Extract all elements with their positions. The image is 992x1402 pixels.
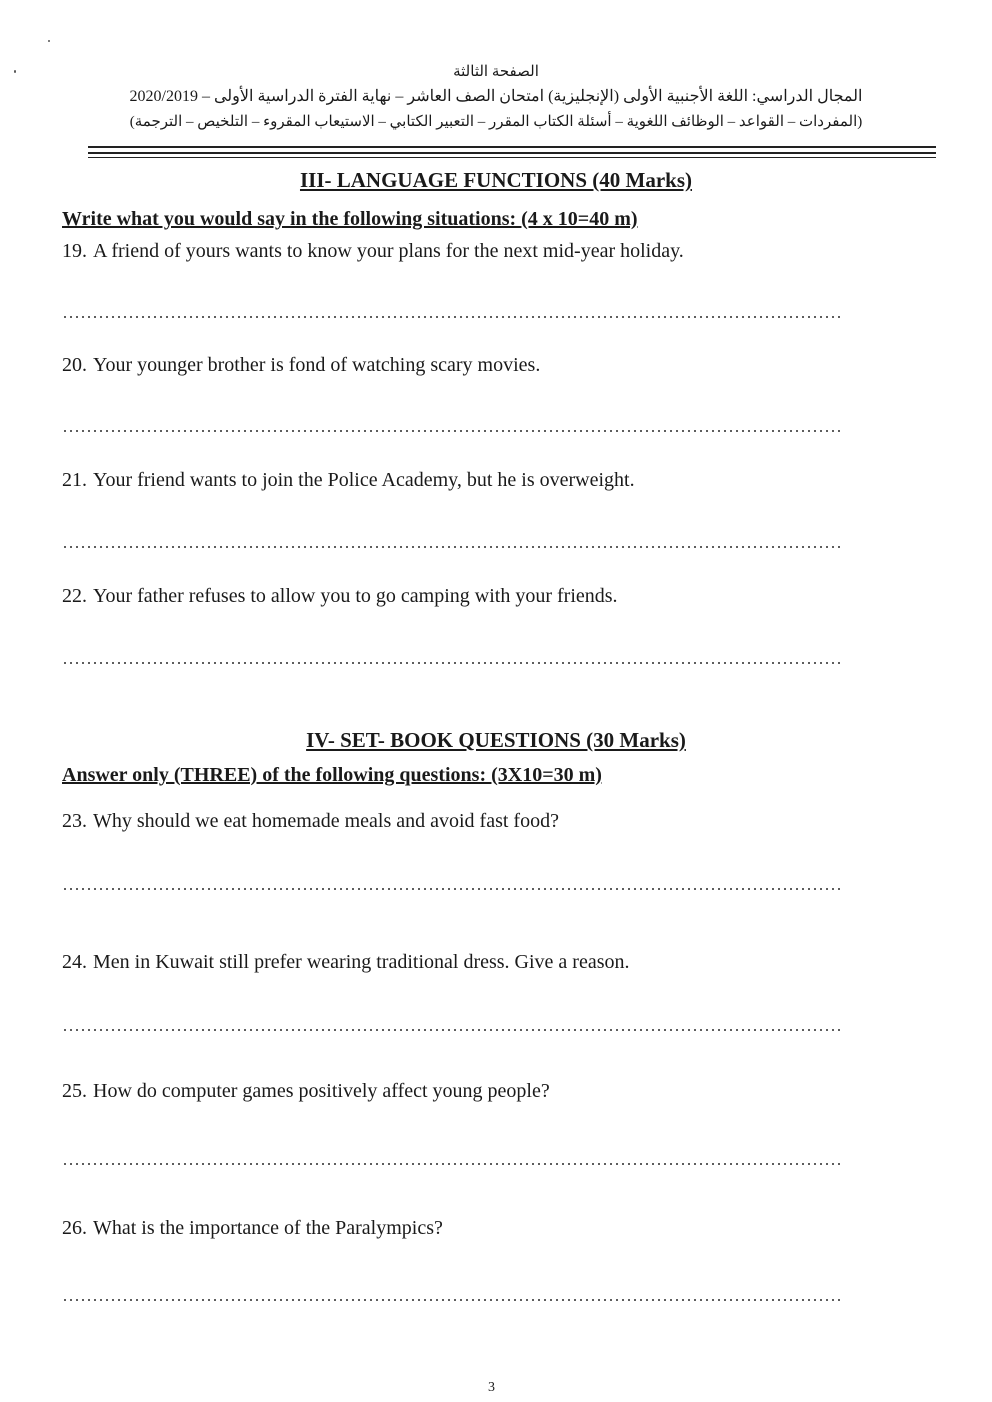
question-number: 21. bbox=[62, 469, 87, 491]
question-number: 19. bbox=[62, 240, 87, 262]
answer-line[interactable] bbox=[62, 1299, 842, 1301]
question-24 bbox=[62, 951, 630, 974]
question-text: A friend of yours wants to know your plans for the next mid-year holiday. bbox=[93, 240, 684, 262]
header-page-label: الصفحة الثالثة bbox=[453, 64, 539, 80]
answer-line[interactable] bbox=[62, 1163, 842, 1165]
question-26 bbox=[62, 1217, 443, 1240]
header-divider bbox=[88, 146, 936, 148]
answer-line[interactable] bbox=[62, 888, 842, 890]
question-number: 23. bbox=[62, 810, 87, 832]
question-text: Your friend wants to join the Police Academy, but he is overweight. bbox=[93, 469, 635, 491]
question-number: 26. bbox=[62, 1217, 87, 1239]
question-text: Your younger brother is fond of watching scary movies. bbox=[93, 354, 541, 376]
question-text: Why should we eat homemade meals and avoid fast food? bbox=[93, 810, 559, 832]
question-number: 24. bbox=[62, 951, 87, 973]
question-text: Your father refuses to allow you to go camping with your friends. bbox=[93, 585, 618, 607]
question-19 bbox=[62, 240, 684, 263]
header-subject-line: المجال الدراسي: اللغة الأجنبية الأولى (الإنجليزية) امتحان الصف العاشر – نهاية الفترة الدراسية الأولى – 2020/2019 bbox=[129, 88, 863, 105]
answer-line[interactable] bbox=[62, 546, 842, 548]
question-23 bbox=[62, 810, 559, 833]
section-3-instruction: Write what you would say in the following situations: (4 x 10=40 m) bbox=[62, 208, 638, 230]
scan-speck bbox=[48, 40, 50, 42]
answer-line[interactable] bbox=[62, 430, 842, 432]
section-4-instruction: Answer only (THREE) of the following questions: (3X10=30 m) bbox=[62, 764, 602, 786]
header-divider bbox=[88, 152, 936, 154]
answer-line[interactable] bbox=[62, 1029, 842, 1031]
header-divider bbox=[88, 157, 936, 158]
question-text: How do computer games positively affect young people? bbox=[93, 1080, 550, 1102]
question-number: 22. bbox=[62, 585, 87, 607]
question-25 bbox=[62, 1080, 550, 1103]
question-20 bbox=[62, 354, 540, 377]
question-21 bbox=[62, 469, 635, 492]
question-number: 20. bbox=[62, 354, 87, 376]
answer-line[interactable] bbox=[62, 662, 842, 664]
answer-line[interactable] bbox=[62, 316, 842, 318]
question-number: 25. bbox=[62, 1080, 87, 1102]
section-4-title: IV- SET- BOOK QUESTIONS (30 Marks) bbox=[306, 728, 686, 752]
question-text: Men in Kuwait still prefer wearing traditional dress. Give a reason. bbox=[93, 951, 630, 973]
question-22 bbox=[62, 585, 618, 608]
header-topics-line: (المفردات – القواعد – الوظائف اللغوية – أسئلة الكتاب المقرر – التعبير الكتابي – الاستيعاب المقروء – التلخيص – الترجمة) bbox=[129, 114, 863, 130]
question-text: What is the importance of the Paralympics? bbox=[93, 1217, 443, 1239]
section-3-title: III- LANGUAGE FUNCTIONS (40 Marks) bbox=[299, 168, 693, 192]
page-number: 3 bbox=[488, 1380, 495, 1395]
